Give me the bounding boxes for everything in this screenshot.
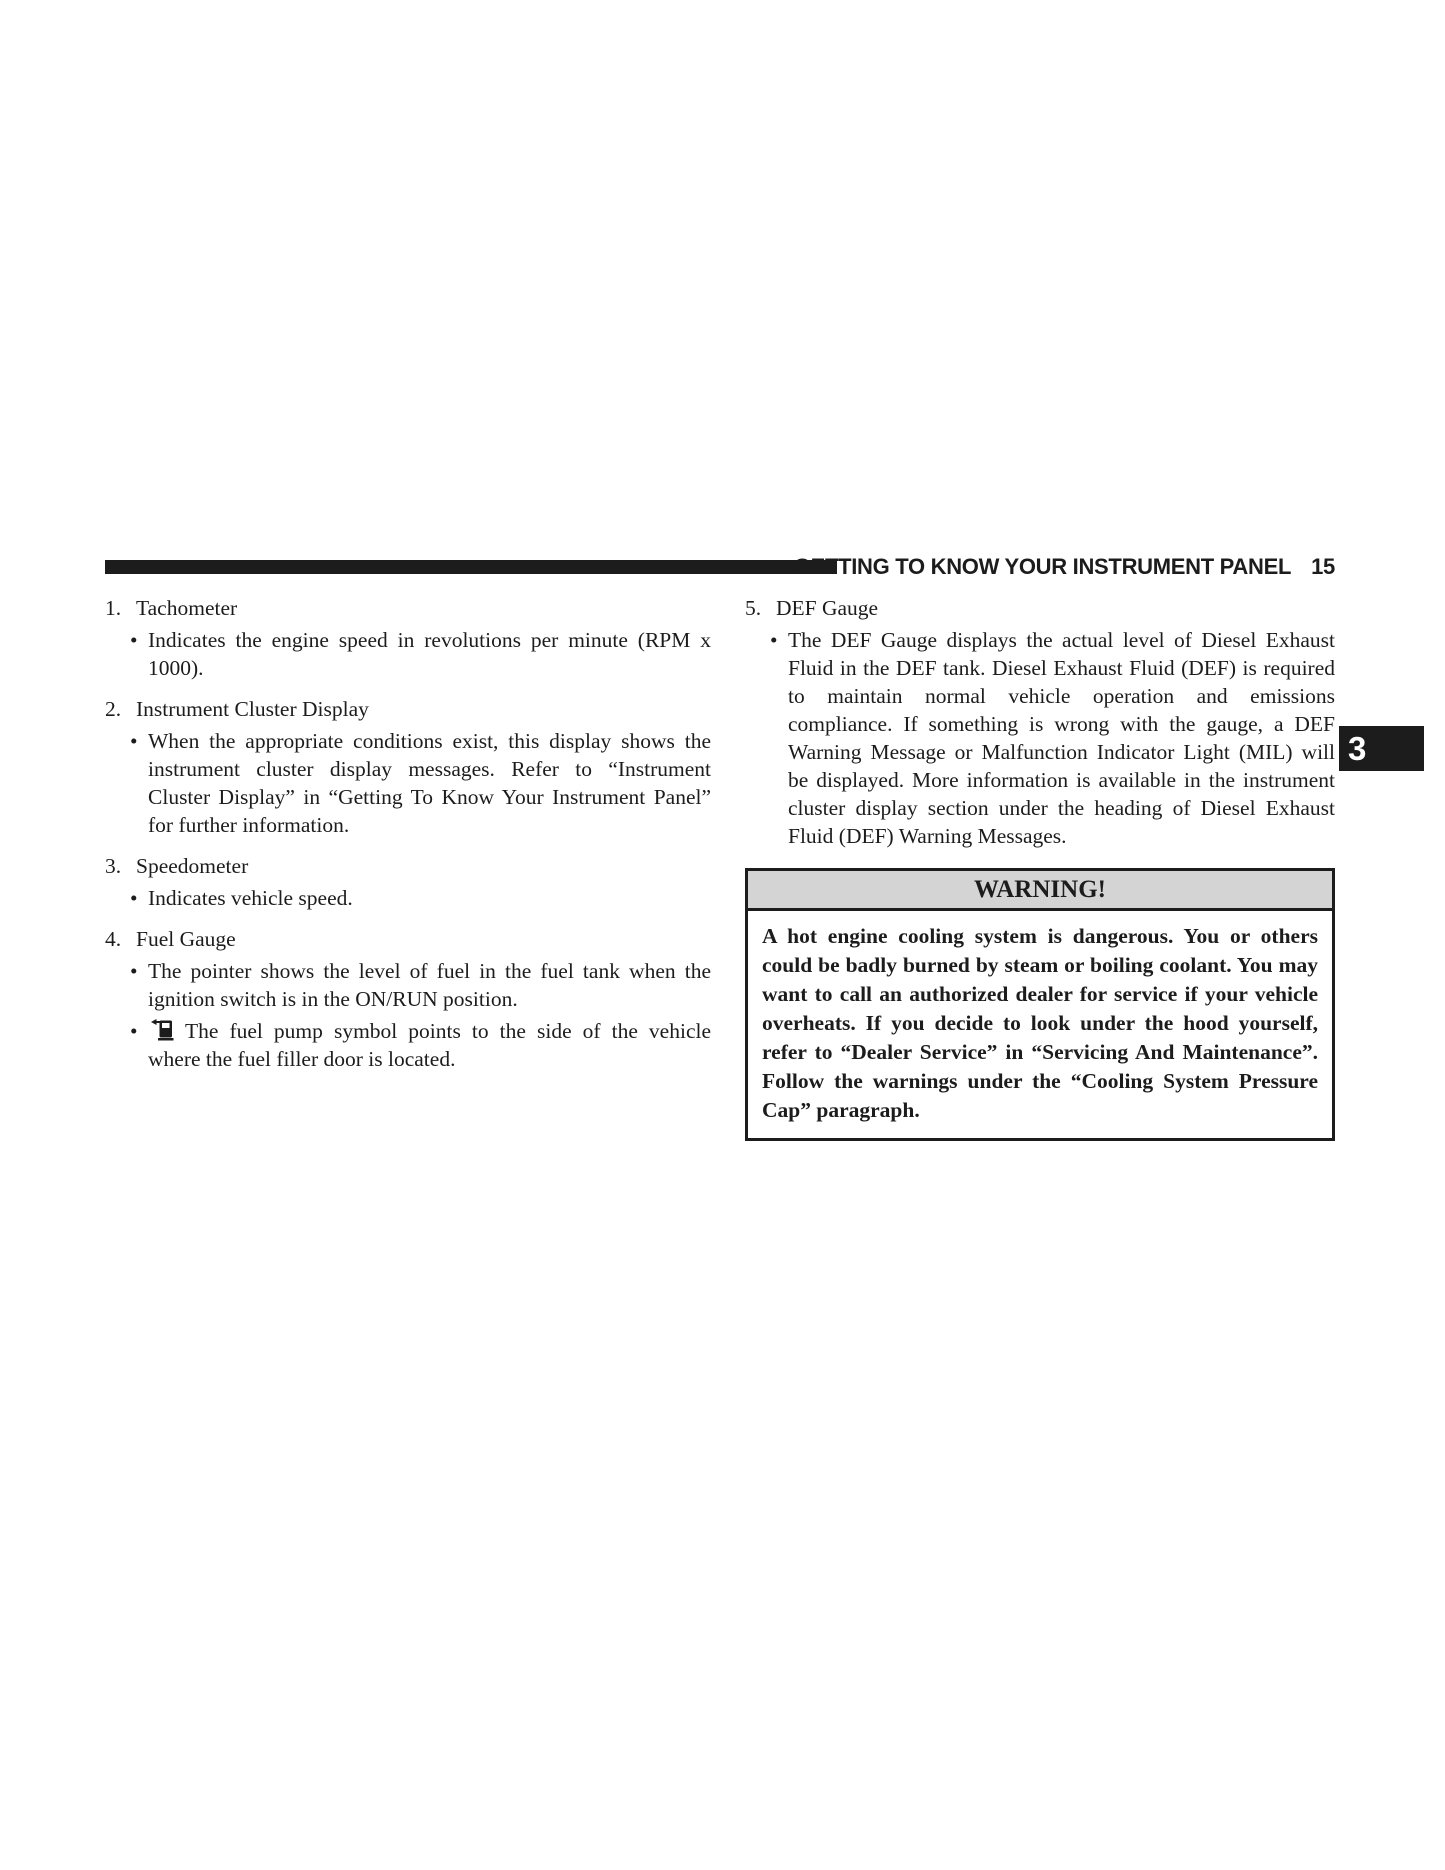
item-number: 4. — [105, 927, 122, 951]
page-content — [105, 556, 1335, 1141]
bullet-item — [130, 626, 711, 682]
bullet-text: Indicates the engine speed in revolutions per minute (RPM x 1000). — [148, 628, 711, 680]
list-item-fuel-gauge — [105, 925, 711, 1073]
bullet-text: Indicates vehicle speed. — [148, 886, 353, 910]
column-gutter — [711, 594, 745, 1141]
fuel-pump-icon — [150, 1018, 175, 1041]
item-title: DEF Gauge — [776, 596, 879, 620]
right-column — [745, 594, 1335, 1141]
item-title: Fuel Gauge — [136, 927, 236, 951]
list-item-def-gauge — [745, 594, 1335, 850]
item-number: 3. — [105, 854, 122, 878]
bullet-text: The pointer shows the level of fuel in the fuel tank when the ignition switch is in the ON/RUN position. — [148, 959, 711, 1011]
bullet-item — [130, 727, 711, 839]
left-column — [105, 594, 711, 1141]
two-column-layout — [105, 594, 1335, 1141]
item-heading — [105, 695, 711, 723]
bullet-text: The DEF Gauge displays the actual level of Diesel Exhaust Fluid in the DEF tank. Diesel Exhaust Fluid (DEF) is required to maintain normal vehicle operation and emissions compliance. If something is wrong with the gauge, a DEF Warning Message or Malfunction Indicator Light (MIL) will be displayed. More information is available in the instrument cluster display section under the heading of Diesel Exhaust Fluid (DEF) Warning Messages. — [788, 628, 1335, 848]
bullet-text: When the appropriate conditions exist, this display shows the instrument cluster display messages. Refer to “Instrument Cluster Display” in “Getting To Know Your Instrument Panel” for further information. — [148, 729, 711, 837]
item-heading — [745, 594, 1335, 622]
bullet-item — [770, 626, 1335, 850]
header-rule-bar — [105, 560, 837, 574]
running-head-title: GETTING TO KNOW YOUR INSTRUMENT PANEL — [793, 554, 1292, 579]
bullet-item — [130, 884, 711, 912]
chapter-tab-number: 3 — [1348, 729, 1367, 767]
running-header — [105, 556, 1335, 580]
item-title: Tachometer — [136, 596, 238, 620]
running-head-line — [794, 556, 1335, 578]
item-number: 5. — [745, 596, 762, 620]
list-item-instrument-cluster-display — [105, 695, 711, 839]
page-number: 15 — [1311, 554, 1335, 579]
item-number: 1. — [105, 596, 122, 620]
bullet-item — [130, 957, 711, 1013]
bullet-text: The fuel pump symbol points to the side of the vehicle where the fuel filler door is located. — [148, 1019, 711, 1071]
list-item-tachometer — [105, 594, 711, 682]
item-heading — [105, 594, 711, 622]
warning-title: WARNING! — [748, 871, 1332, 911]
item-heading — [105, 852, 711, 880]
warning-box — [745, 868, 1335, 1141]
list-item-speedometer — [105, 852, 711, 912]
warning-body: A hot engine cooling system is dangerous. You or others could be badly burned by steam or boiling coolant. You may want to call an authorized dealer for service if your vehicle overheats. If you decide to look under the hood yourself, refer to “Dealer Service” in “Servicing And Maintenance”. Follow the warnings under the “Cooling System Pressure Cap” paragraph. — [762, 924, 1318, 1122]
item-number: 2. — [105, 697, 122, 721]
chapter-tab — [1339, 726, 1424, 771]
item-heading — [105, 925, 711, 953]
item-title: Instrument Cluster Display — [136, 697, 369, 721]
bullet-item-fuel-pump — [130, 1017, 711, 1073]
item-title: Speedometer — [136, 854, 249, 878]
